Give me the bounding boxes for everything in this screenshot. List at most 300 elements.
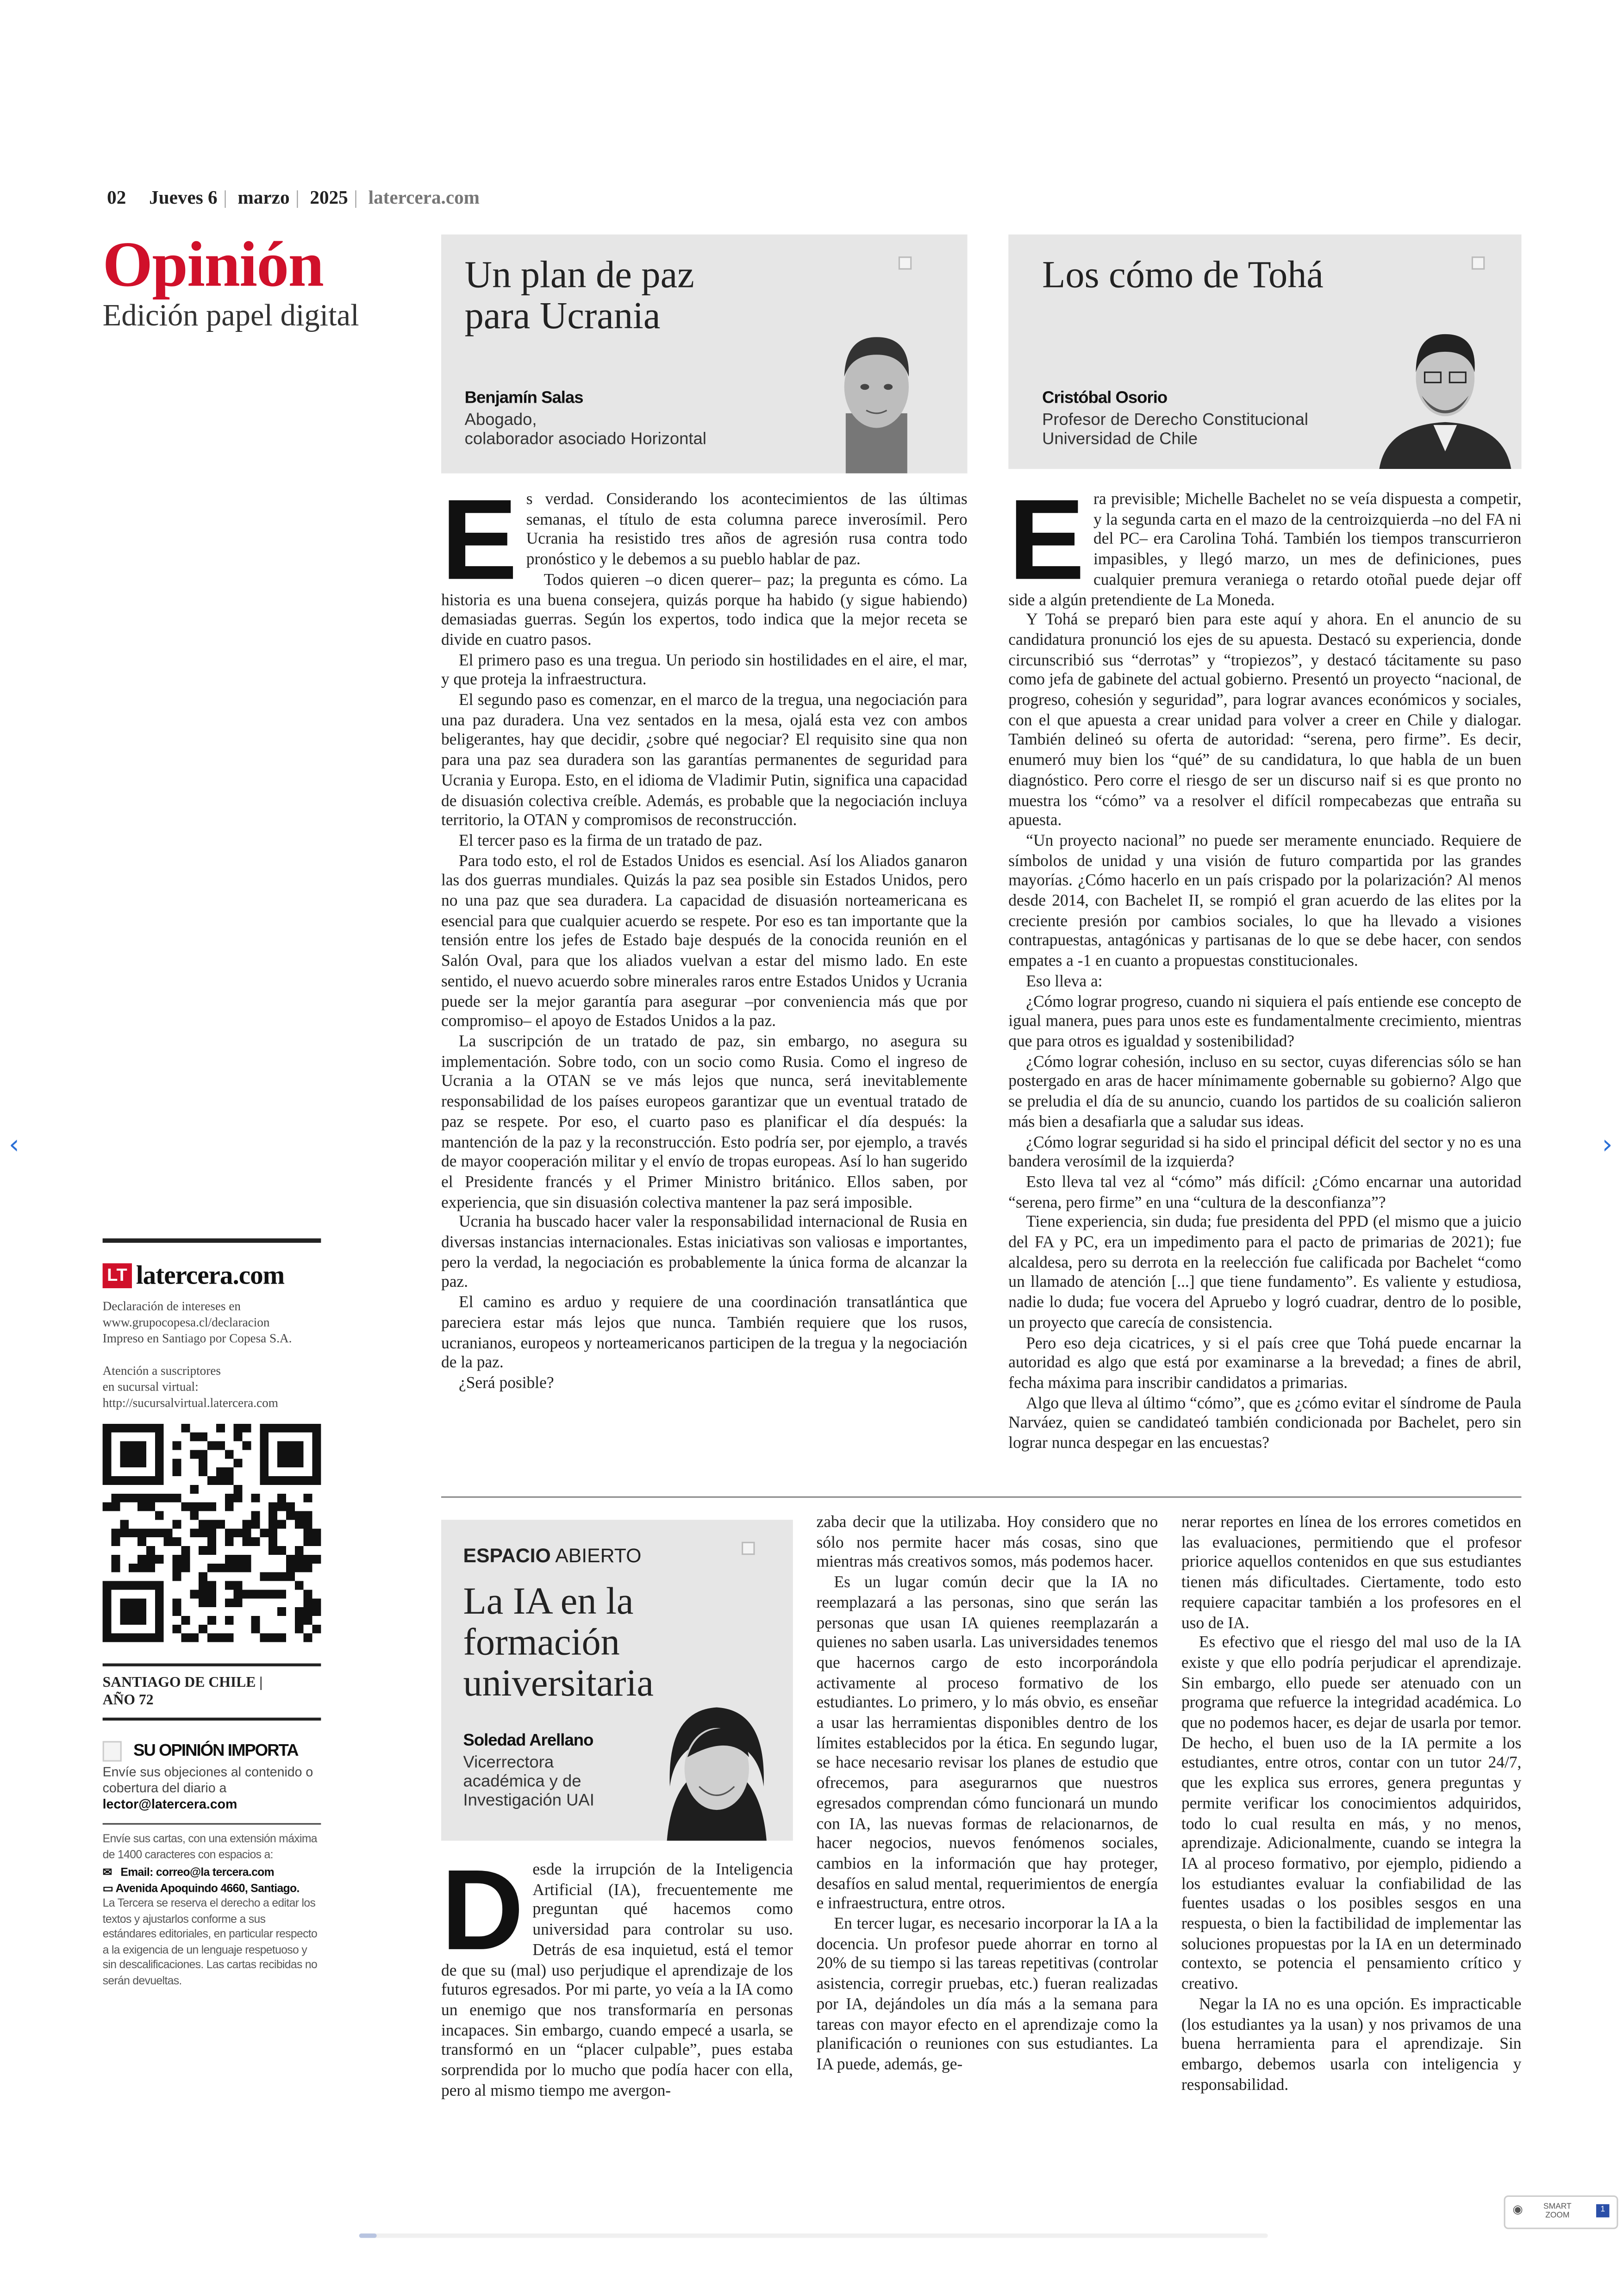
article3-author-role [463, 1754, 594, 1811]
qr-module [173, 1564, 181, 1572]
qr-module [199, 1625, 207, 1634]
paragraph: Es efectivo que el riesgo del mal uso de la IA existe y que ello podría perjudicar el aprendizaje. Sin embargo, ello puede ser atenuado con un programa que refuerce la integridad académica. Lo que no podemos hacer, es dejar de usarla por temor. De hecho, el buen uso de la IA permite a los estudiantes, entre otros, contar con un tutor 24/7, que les explica sus errores, genera preguntas y permite verificar los conocimientos adquiridos, todo lo cual resulta en más, y no menos, aprendizaje. Adicionalmente, cuando se integra la IA al proceso formativo, por ejemplo, pidiendo a los estudiantes evaluar la confiabilidad de las fuentes usadas o los posibles sesgos en una respuesta, o bien la factibilidad de implementar las soluciones propuestas por la IA en un determinado contexto, se potencia el pensamiento crítico y creativo. [1181, 1634, 1522, 1994]
qr-module [181, 1616, 190, 1625]
qr-module [277, 1476, 286, 1485]
qr-module [137, 1476, 146, 1485]
qr-module [295, 1564, 304, 1572]
qr-module [243, 1520, 251, 1528]
qr-module [243, 1424, 251, 1433]
qr-module [137, 1441, 146, 1450]
qr-module [146, 1424, 155, 1433]
qr-module [234, 1485, 243, 1494]
qr-module [129, 1581, 137, 1590]
qr-module [190, 1528, 199, 1537]
article2-body [1008, 474, 1522, 1455]
qr-module [137, 1607, 146, 1616]
qr-module [269, 1590, 277, 1598]
qr-module [190, 1503, 199, 1511]
paragraph: Esto lleva tal vez al “cómo” más difícil: ¿Cómo encarnar una autoridad “serena, pero firme” en una “cultura de la desconfianza”? [1008, 1173, 1522, 1212]
bookmark-icon[interactable] [899, 256, 912, 269]
address-line [103, 1881, 321, 1896]
qr-module [111, 1424, 120, 1433]
sidebar-rule [103, 1664, 321, 1666]
qr-module [120, 1607, 129, 1616]
qr-module [225, 1564, 234, 1572]
qr-module [225, 1598, 234, 1607]
role-line: Vicerrectora [463, 1754, 554, 1772]
qr-module [277, 1572, 286, 1581]
paragraph: Algo que lleva al último “cómo”, que es ¿cómo evitar el síndrome de Paula Narváez, quien se candidateó también condicionada por Bachelet, pero sin lograr nunca despegar en las encuestas? [1008, 1394, 1522, 1453]
qr-module [120, 1441, 129, 1450]
qr-module [260, 1572, 269, 1581]
qr-module [137, 1503, 146, 1511]
section-divider [441, 1497, 1521, 1498]
qr-module [103, 1625, 112, 1634]
address-text: Avenida Apoquindo 4660, Santiago. [115, 1881, 300, 1895]
eye-icon: ◉ [1512, 2202, 1523, 2216]
qr-module [199, 1459, 207, 1467]
qr-module [111, 1494, 120, 1503]
paragraph: ¿Será posible? [458, 1374, 554, 1392]
qr-module [155, 1467, 164, 1476]
paragraph: Ucrania ha buscado hacer valer la responsabilidad internacional de Rusia en diversas instancias internacionales. Estas iniciativas son valiosas e importantes, pero la verdad, la negociación es probablemente la única forma de alcanzar la paz. [441, 1214, 968, 1292]
qr-module [269, 1537, 277, 1546]
qr-module [269, 1503, 277, 1511]
qr-module [164, 1494, 173, 1503]
qr-module [199, 1546, 207, 1555]
qr-module [173, 1467, 181, 1476]
article3-kicker [463, 1545, 641, 1566]
qr-module [243, 1555, 251, 1564]
paragraph: Y Tohá se preparó bien para este aquí y ahora. En el anuncio de su candidatura pronunció los ejes de su apuesta. Destacó su experiencia, donde circunscribió sus “derrotas” y “tropiezos”, y destacó tácitamente su paso como jefa de gabinete del actual gobierno. Presentó un proyecto “nacional, de progreso, cohesión y seguridad”, para lograr avances económicos y sociales, con el que apuesta a crear unidad para volver a creer en Chile y dialogar. También delineó su oferta de autoridad: “serena, pero firme”. Es decir, enumeró muy bien los “qué” de su candidatura, lo que habla de un buen diagnóstico. Pero corre el riesgo de ser un discurso naif si es que pronto no muestra los “cómo” va a resolver el difícil rompecabezas que entraña su apuesta. [1008, 611, 1522, 830]
qr-module [225, 1476, 234, 1485]
qr-module [129, 1528, 137, 1537]
mailbox-icon: ▭ [102, 1881, 113, 1895]
paragraph: ¿Cómo lograr cohesión, incluso en su sector, cuyas diferencias sólo se han postergado en aras de hacer mínimamente gobernable su gobierno? Algo que se preludia el día de su anuncio, cuando los partidos de su coalición salieron más bien a desafiarla que a saludar sus ideas. [1008, 1053, 1522, 1131]
qr-module [207, 1528, 216, 1537]
author-photo [655, 1699, 778, 1841]
qr-module [277, 1546, 286, 1555]
qr-module [155, 1450, 164, 1459]
qr-module [199, 1503, 207, 1511]
text-line: Atención a suscriptores [102, 1363, 221, 1378]
qr-module [243, 1528, 251, 1537]
qr-module [103, 1616, 112, 1625]
qr-module [312, 1476, 321, 1485]
smart-zoom-badge: 1 [1596, 2204, 1609, 2217]
qr-module [207, 1546, 216, 1555]
qr-module [137, 1459, 146, 1467]
role-line: Investigación UAI [463, 1792, 594, 1810]
qr-module [295, 1450, 304, 1459]
qr-module [312, 1450, 321, 1459]
qr-module [129, 1441, 137, 1450]
qr-module [146, 1581, 155, 1590]
qr-module [304, 1520, 312, 1528]
qr-module [129, 1424, 137, 1433]
qr-module [120, 1598, 129, 1607]
article3-header-box [441, 1520, 793, 1840]
qr-module [129, 1598, 137, 1607]
drop-cap: D [441, 1845, 524, 1974]
declaration-link[interactable]: www.grupocopesa.cl/declaracion [102, 1314, 270, 1329]
qr-module [181, 1503, 190, 1511]
bookmark-icon[interactable] [1472, 256, 1485, 269]
qr-module [207, 1520, 216, 1528]
drop-cap: E [441, 474, 518, 604]
author-photo [1372, 319, 1518, 469]
email-line[interactable] [103, 1865, 321, 1881]
qr-module [190, 1485, 199, 1494]
article3-body-col1 [441, 1845, 793, 2102]
qr-module [260, 1459, 269, 1467]
qr-module [304, 1598, 312, 1607]
text: Envíe sus objeciones al contenido o cobertura del diario a [102, 1764, 313, 1796]
paragraph: s verdad. Considerando los acontecimientos de las últimas semanas, el título de esta columna parece inverosímil. Pero Ucrania ha resistido tres años de agresión rusa contra todo pronóstico y le debemos a su pueblo hablar de paz. [526, 491, 968, 569]
paragraph: En tercer lugar, es necesario incorporar la IA a la docencia. Un profesor puede ahorrar en torno al 20% de su tiempo si las tareas repetitivas (controlar asistencia, corregir pruebas, etc.) fueran realizadas por IA, dejándoles un día más a la semana para tareas con mayor efecto en el aprendizaje como la planificación o reuniones con sus estudiantes. La IA puede, además, ge- [816, 1915, 1158, 2074]
qr-module [295, 1459, 304, 1467]
qr-module [207, 1581, 216, 1590]
qr-module [129, 1616, 137, 1625]
qr-module [129, 1494, 137, 1503]
qr-module [190, 1590, 199, 1598]
role-line: colaborador asociado Horizontal [464, 430, 706, 449]
qr-module [103, 1581, 112, 1590]
article3-author: Soledad Arellano [463, 1732, 593, 1750]
qr-module [216, 1520, 225, 1528]
qr-module [277, 1450, 286, 1459]
logo-mark: LT [103, 1263, 132, 1288]
qr-module [190, 1634, 199, 1642]
qr-module [199, 1467, 207, 1476]
qr-module [207, 1634, 216, 1642]
paragraph: El segundo paso es comenzar, en el marco de la tregua, una negociación para una paz duradera. Una vez sentados en la mesa, ojalá esta vez con ambos beligerantes, hay que decidir, ¿sobre qué negociar? El requisito sine qua non para una paz sea duradera son las garantías permanentes de seguridad para Ucrania y Europa. Esto, en el idioma de Vladimir Putin, significa una capacidad de disuasión colectiva creíble. Además, es probable que la negociación incluya territorio, la OTAN y compromisos de reconstrucción. [441, 692, 968, 830]
qr-module [225, 1467, 234, 1476]
qr-module [111, 1476, 120, 1485]
qr-module [173, 1537, 181, 1546]
qr-module [155, 1424, 164, 1433]
qr-module [137, 1424, 146, 1433]
qr-module [146, 1494, 155, 1503]
bookmark-icon[interactable] [742, 1542, 755, 1555]
next-page-button[interactable]: › [1602, 1130, 1613, 1161]
qr-module [243, 1564, 251, 1572]
qr-module [225, 1581, 234, 1590]
qr-module [286, 1441, 295, 1450]
qr-module [312, 1598, 321, 1607]
qr-module [312, 1459, 321, 1467]
sidebar-rule [103, 1823, 321, 1825]
qr-module [103, 1433, 112, 1441]
qr-module [295, 1555, 304, 1564]
qr-module [199, 1520, 207, 1528]
qr-module [251, 1616, 260, 1625]
qr-module [216, 1634, 225, 1642]
document-icon [103, 1741, 122, 1761]
paragraph: El camino es arduo y requiere de una coordinación transatlántica que pareciera estar más lejos que nunca. También requiere que los rusos, ucranianos, europeos y norteamericanos participen de la tregua y la negociación de la paz. [441, 1294, 968, 1372]
qr-module [199, 1450, 207, 1459]
qr-module [216, 1441, 225, 1450]
scrollbar-thumb[interactable] [359, 2233, 377, 2238]
qr-module [295, 1625, 304, 1634]
qr-module [260, 1433, 269, 1441]
role-line: Profesor de Derecho Constitucional [1042, 412, 1308, 430]
page-header: 02 Jueves 6 | marzo | 2025 | latercera.com [103, 186, 484, 210]
qr-module [277, 1520, 286, 1528]
qr-module [260, 1450, 269, 1459]
qr-module [260, 1528, 269, 1537]
previous-page-button[interactable]: ‹ [8, 1130, 19, 1161]
qr-module [304, 1424, 312, 1433]
qr-module [312, 1441, 321, 1450]
article3-title [463, 1581, 653, 1704]
subscriber-text [103, 1363, 321, 1411]
qr-module [312, 1424, 321, 1433]
qr-module [103, 1590, 112, 1598]
qr-module [286, 1572, 295, 1581]
qr-module [225, 1450, 234, 1459]
qr-module [295, 1511, 304, 1520]
qr-module [137, 1616, 146, 1625]
qr-module [260, 1424, 269, 1433]
qr-module [286, 1476, 295, 1485]
role-line: académica y de [463, 1773, 581, 1791]
qr-module [120, 1459, 129, 1467]
qr-module [304, 1634, 312, 1642]
qr-module [260, 1441, 269, 1450]
label-line: SMART [1543, 2202, 1572, 2212]
qr-module [137, 1555, 146, 1564]
qr-module [225, 1555, 234, 1564]
qr-module [129, 1450, 137, 1459]
qr-module [295, 1581, 304, 1590]
paragraph: ¿Cómo lograr progreso, cuando ni siquiera el país entiende ese concepto de igual manera, pues para unos este es fundamentalmente crecimiento, mientras que para otros es igualdad y sostenibilidad? [1008, 993, 1522, 1051]
qr-module [120, 1424, 129, 1433]
qr-module [260, 1634, 269, 1642]
qr-module [295, 1441, 304, 1450]
opinion-email-link[interactable]: lector@latercera.com [102, 1796, 237, 1812]
declaration-text [103, 1298, 321, 1347]
qr-module [155, 1433, 164, 1441]
qr-module [234, 1459, 243, 1467]
qr-module [103, 1424, 112, 1433]
qr-module [103, 1467, 112, 1476]
qr-module [277, 1503, 286, 1511]
qr-module [129, 1607, 137, 1616]
qr-module [129, 1564, 137, 1572]
qr-module [155, 1634, 164, 1642]
qr-module [225, 1503, 234, 1511]
qr-module [269, 1572, 277, 1581]
qr-module [111, 1537, 120, 1546]
qr-module [181, 1564, 190, 1572]
qr-module [269, 1520, 277, 1528]
qr-module [129, 1634, 137, 1642]
paragraph: El primero paso es una tregua. Un periodo sin hostilidades en el aire, el mar, y que proteja la infraestructura. [441, 651, 968, 690]
opinion-text [103, 1765, 321, 1813]
qr-module [181, 1546, 190, 1555]
qr-module [155, 1607, 164, 1616]
qr-module [155, 1494, 164, 1503]
qr-module [207, 1590, 216, 1598]
qr-module [137, 1494, 146, 1503]
qr-module [260, 1590, 269, 1598]
qr-module [277, 1607, 286, 1616]
qr-module [260, 1467, 269, 1476]
qr-module [181, 1634, 190, 1642]
text-line: Impreso en Santiago por Copesa S.A. [102, 1330, 292, 1346]
sidebar-rule [103, 1238, 321, 1242]
qr-module [304, 1607, 312, 1616]
latercera-logo[interactable] [103, 1260, 321, 1290]
qr-module [173, 1441, 181, 1450]
drop-cap: E [1008, 474, 1085, 604]
opinion-title: SU OPINIÓN IMPORTA [133, 1741, 298, 1759]
title-line: Un plan de paz [464, 253, 694, 296]
article1-author: Benjamín Salas [464, 390, 583, 408]
qr-module [103, 1598, 112, 1607]
qr-module [199, 1572, 207, 1581]
qr-module [111, 1564, 120, 1572]
qr-module [269, 1476, 277, 1485]
role-line: Universidad de Chile [1042, 430, 1198, 449]
qr-module [234, 1564, 243, 1572]
paragraph: zaba decir que la utilizaba. Hoy considero que no sólo nos permite hacer más cosas, sino que mientras más creativos somos, más podemos hacer. [816, 1514, 1158, 1572]
paragraph: Pero eso deja cicatrices, y si el país cree que Tohá puede encarnar la autoridad es algo que está por examinarse a la brevedad; a fines de abril, fecha máxima para inscribir candidatos a primarias. [1008, 1334, 1522, 1392]
logo-text: latercera.com [136, 1260, 285, 1290]
paragraph: Negar la IA no es una opción. Es impracticable (los estudiantes ya la usan) y nos privamos de una buena herramienta para el aprendizaje. Sin embargo, debemos usarla con inteligencia y responsabilidad. [1181, 1996, 1522, 2094]
qr-module [286, 1511, 295, 1520]
qr-module [207, 1503, 216, 1511]
qr-module [304, 1494, 312, 1503]
qr-module [251, 1494, 260, 1503]
qr-module [234, 1590, 243, 1598]
qr-module [251, 1625, 260, 1634]
header-day: Jueves 6 [149, 186, 218, 208]
qr-module [225, 1494, 234, 1503]
qr-module [295, 1616, 304, 1625]
paragraph: nerar reportes en línea de los errores cometidos en las evaluaciones, permitiendo que el profesor priorice aquellos contenidos en que sus estudiantes tienen más dificultades. Ciertamente, todo esto requiere capacitar también a los profesores en el uso de IA. [1181, 1514, 1522, 1632]
qr-module [129, 1476, 137, 1485]
qr-module [137, 1581, 146, 1590]
qr-module [243, 1441, 251, 1450]
kicker-light: ABIERTO [555, 1545, 642, 1567]
qr-module [304, 1555, 312, 1564]
qr-module [173, 1459, 181, 1467]
sidebar-rule [103, 1718, 321, 1721]
city: SANTIAGO DE CHILE | [102, 1675, 263, 1691]
paragraph: ra previsible; Michelle Bachelet no se veía dispuesta a competir, y la segunda carta en el mazo de la centroizquierda –no del FA ni del PC– era Carolina Tohá. También los tiempos transcurrieron impasibles, y llegó marzo, un mes de definiciones, pues cualquier premura veraniega o retardo otoñal puede dejar off side a algún pretendiente de La Moneda. [1008, 491, 1522, 609]
subscriber-link[interactable]: http://sucursalvirtual.latercera.com [102, 1395, 278, 1410]
qr-module [173, 1607, 181, 1616]
paragraph: ¿Cómo lograr seguridad si ha sido el principal déficit del sector y no es una bandera verosímil de la izquierda? [1008, 1133, 1522, 1172]
qr-module [111, 1634, 120, 1642]
qr-module [120, 1616, 129, 1625]
qr-module [199, 1581, 207, 1590]
article1-author-role [465, 412, 706, 450]
qr-module [269, 1528, 277, 1537]
qr-module [137, 1598, 146, 1607]
qr-module [277, 1459, 286, 1467]
qr-module [164, 1537, 173, 1546]
horizontal-scrollbar[interactable] [359, 2233, 1268, 2238]
qr-module [111, 1555, 120, 1564]
qr-module [269, 1634, 277, 1642]
qr-module [243, 1537, 251, 1546]
qr-module [199, 1598, 207, 1607]
header-month: marzo [237, 186, 290, 208]
page-number: 02 [107, 186, 126, 208]
title-line: formación [463, 1621, 620, 1664]
qr-module [103, 1450, 112, 1459]
qr-module [260, 1476, 269, 1485]
paragraph: esde la irrupción de la Inteligencia Artificial (IA), frecuentemente me preguntan qué hacemos como universidad para controlar su uso. Detrás de esa inquietud, está el temor de que su (mal) uso perjudique el aprendizaje de los futuros egresados. Por mi parte, yo veía a la IA como un enemigo que nos transformaría en personas incapaces. Sin embargo, cuando empecé a usarla, se transformó en un “placer culpable”, pues estaba sorprendida por lo mucho que podía hacer con ella, pero al mismo tiempo me avergon- [441, 1861, 793, 2100]
qr-module [120, 1520, 129, 1528]
label-line: ZOOM [1545, 2211, 1570, 2220]
author-photo [825, 325, 928, 474]
qr-module [304, 1564, 312, 1572]
qr-module [234, 1555, 243, 1564]
qr-module [155, 1581, 164, 1590]
qr-module [103, 1607, 112, 1616]
smart-zoom-label [1543, 2203, 1572, 2220]
qr-module [269, 1546, 277, 1555]
qr-module [173, 1494, 181, 1503]
qr-module [295, 1607, 304, 1616]
qr-module [225, 1537, 234, 1546]
qr-module [181, 1424, 190, 1433]
qr-module [103, 1503, 112, 1511]
article2-header-box [1008, 235, 1521, 469]
qr-module [234, 1424, 243, 1433]
qr-module [120, 1494, 129, 1503]
qr-module [146, 1528, 155, 1537]
qr-module [225, 1634, 234, 1642]
article1-body [441, 474, 968, 1395]
qr-module [312, 1433, 321, 1441]
qr-module [137, 1634, 146, 1642]
qr-module [216, 1467, 225, 1476]
paragraph: Todos quieren –o dicen querer– paz; la pregunta es cómo. La historia es una buena consejera, quizás porque ha habido (y sigue habiendo) demasiadas guerras. Según los expertos, todo indica que la mejor receta se divide en cuatro pasos. [441, 571, 968, 649]
kicker-bold: ESPACIO [463, 1545, 551, 1567]
qr-module [199, 1528, 207, 1537]
article1-header-box [441, 235, 968, 474]
qr-module [295, 1476, 304, 1485]
header-year: 2025 [310, 186, 348, 208]
disclaimer: La Tercera se reserva el derecho a editar los textos y ajustarlos conforme a sus estándares editoriales, en particular respecto a la exigencia de un lenguaje respetuoso y sin descalificaciones. Las cartas recibidas no serán devueltas. [102, 1896, 318, 1987]
qr-module [277, 1424, 286, 1433]
city-year [103, 1675, 321, 1709]
paragraph: La suscripción de un tratado de paz, sin embargo, no asegura su implementación. Sobre todo, con un socio como Rusia. Como el ingreso de Ucrania a la OTAN se ve más lejos que nunca, será inevitablemente responsabilidad de los países europeos garantizar que un eventual tratado de paz se respete. Por eso, el cuarto paso es planificar el día después: la mantención de la paz y la reconstrucción. Esto podría ser, por ejemplo, a través de mayor cooperación militar y el envío de tropas europeas. Así lo han sugerido el Presidente francés y el Primer Ministro británico. Ellos saben, por experiencia, que sin disuasión colectiva mantener la paz será imposible. [441, 1033, 968, 1212]
smart-zoom-button[interactable] [1504, 2195, 1618, 2229]
qr-module [312, 1555, 321, 1564]
qr-module [155, 1625, 164, 1634]
section-subtitle: Edición papel digital [102, 297, 359, 333]
article3-body-col3 [1181, 1514, 1522, 2096]
opinion-heading [103, 1741, 321, 1761]
qr-module [111, 1528, 120, 1537]
qr-module [304, 1528, 312, 1537]
paragraph: Eso lleva a: [1026, 973, 1103, 991]
qr-module [146, 1503, 155, 1511]
qr-module [120, 1450, 129, 1459]
qr-module [277, 1590, 286, 1598]
qr-module [146, 1564, 155, 1572]
qr-module [225, 1528, 234, 1537]
qr-module [173, 1598, 181, 1607]
qr-module [277, 1634, 286, 1642]
article2-title: Los cómo de Tohá [1042, 253, 1324, 296]
